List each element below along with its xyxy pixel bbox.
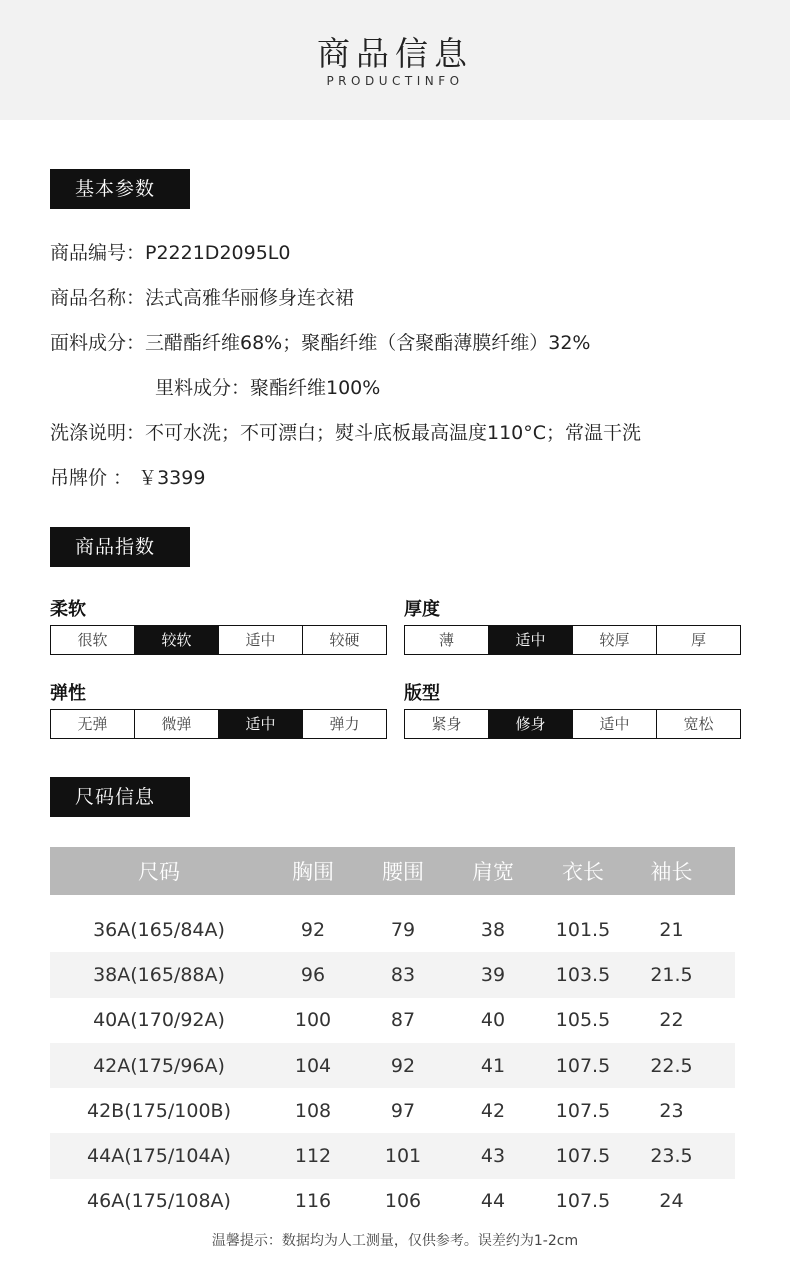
header-length: 衣长	[562, 860, 604, 884]
table-cell: 79	[390, 918, 416, 941]
table-cell: 116	[294, 1190, 332, 1213]
param-product-name: 商品名称：法式高雅华丽修身连衣裙	[50, 287, 355, 309]
measurement-note: 温馨提示：数据均为人工测量，仅供参考。误差约为1-2cm	[211, 1233, 579, 1249]
table-cell: 40	[480, 1009, 506, 1032]
index-option: 很软	[51, 626, 135, 654]
table-cell: 97	[390, 1099, 416, 1122]
size-table-body	[50, 907, 735, 1224]
table-cell: 43	[480, 1145, 506, 1168]
softness-label: 柔软	[50, 599, 86, 620]
table-row	[50, 1088, 735, 1133]
table-cell: 44A(175/104A)	[87, 1145, 231, 1168]
table-cell: 21	[659, 918, 684, 941]
index-option: 较硬	[329, 631, 360, 649]
index-option-selected: 较软	[135, 626, 219, 654]
table-cell: 101	[384, 1145, 422, 1168]
table-row	[50, 907, 735, 952]
fit-scale	[404, 709, 741, 739]
table-cell: 107.5	[555, 1054, 611, 1077]
table-cell: 92	[390, 1054, 416, 1077]
table-cell: 96	[300, 963, 326, 986]
table-cell: 107.5	[555, 1099, 611, 1122]
table-row	[50, 998, 735, 1043]
index-option: 弹力	[329, 715, 360, 733]
index-option: 厚	[690, 631, 706, 649]
table-row	[50, 1179, 735, 1224]
table-cell: 108	[294, 1099, 332, 1122]
table-cell: 36A(165/84A)	[93, 918, 225, 941]
size-table	[50, 847, 735, 1224]
table-row	[50, 1043, 735, 1088]
table-cell: 42B(175/100B)	[86, 1099, 231, 1122]
index-option-selected: 修身	[489, 710, 573, 738]
header-size: 尺码	[138, 860, 180, 884]
index-option-selected: 适中	[489, 626, 573, 654]
table-cell: 24	[659, 1190, 684, 1213]
param-tag-price: 吊牌价 ： ￥3399	[50, 467, 206, 489]
table-cell: 105.5	[555, 1009, 611, 1032]
table-cell: 23	[659, 1099, 684, 1122]
table-cell: 46A(175/108A)	[87, 1190, 231, 1213]
size-section-title: 尺码信息	[50, 777, 190, 817]
table-cell: 21.5	[650, 963, 693, 986]
param-fabric: 面料成分：三醋酯纤维68%；聚酯纤维（含聚酯薄膜纤维）32%	[50, 332, 591, 354]
table-cell: 100	[294, 1009, 332, 1032]
table-row	[50, 1133, 735, 1178]
header-waist: 腰围	[382, 860, 424, 884]
table-cell: 38	[480, 918, 506, 941]
index-option: 紧身	[405, 710, 489, 738]
index-option: 薄	[405, 626, 489, 654]
table-cell: 101.5	[555, 918, 611, 941]
table-cell: 42	[480, 1099, 506, 1122]
header-bust: 胸围	[292, 860, 334, 884]
index-option: 无弹	[51, 710, 135, 738]
elasticity-label: 弹性	[50, 683, 86, 704]
index-option: 适中	[219, 626, 303, 654]
size-table-header	[50, 847, 735, 895]
table-cell: 107.5	[555, 1145, 611, 1168]
thickness-label: 厚度	[404, 599, 440, 620]
page-title: 商品信息	[317, 34, 473, 73]
table-cell: 41	[480, 1054, 506, 1077]
table-cell: 106	[384, 1190, 422, 1213]
fit-label: 版型	[404, 683, 440, 704]
table-cell: 87	[390, 1009, 416, 1032]
param-lining: 里料成分：聚酯纤维100%	[155, 377, 381, 399]
softness-scale	[50, 625, 387, 655]
table-cell: 112	[294, 1145, 332, 1168]
basic-section-title: 基本参数	[50, 169, 190, 209]
index-option: 宽松	[683, 715, 714, 733]
table-cell: 38A(165/88A)	[93, 963, 225, 986]
index-option: 微弹	[135, 710, 219, 738]
header-shoulder: 肩宽	[472, 860, 514, 884]
table-cell: 22.5	[650, 1054, 693, 1077]
page-header	[0, 0, 790, 120]
page-subtitle: PRODUCTINFO	[326, 74, 464, 88]
param-wash-instructions: 洗涤说明：不可水洗；不可漂白；熨斗底板最高温度110°C；常温干洗	[50, 422, 642, 444]
index-option: 较厚	[573, 626, 657, 654]
thickness-scale	[404, 625, 741, 655]
table-cell: 23.5	[650, 1145, 693, 1168]
table-cell: 42A(175/96A)	[93, 1054, 225, 1077]
table-cell: 22	[659, 1009, 684, 1032]
index-option-selected: 适中	[219, 710, 303, 738]
table-cell: 104	[294, 1054, 332, 1077]
table-cell: 92	[300, 918, 326, 941]
table-cell: 107.5	[555, 1190, 611, 1213]
table-row	[50, 952, 735, 997]
table-cell: 40A(170/92A)	[93, 1009, 225, 1032]
table-cell: 44	[480, 1190, 506, 1213]
index-option: 适中	[573, 710, 657, 738]
index-section-title: 商品指数	[50, 527, 190, 567]
table-cell: 103.5	[555, 963, 611, 986]
header-sleeve: 袖长	[650, 860, 693, 884]
table-cell: 83	[390, 963, 416, 986]
table-cell: 39	[480, 963, 506, 986]
elasticity-scale	[50, 709, 387, 739]
param-product-code: 商品编号：P2221D2095L0	[50, 242, 291, 264]
